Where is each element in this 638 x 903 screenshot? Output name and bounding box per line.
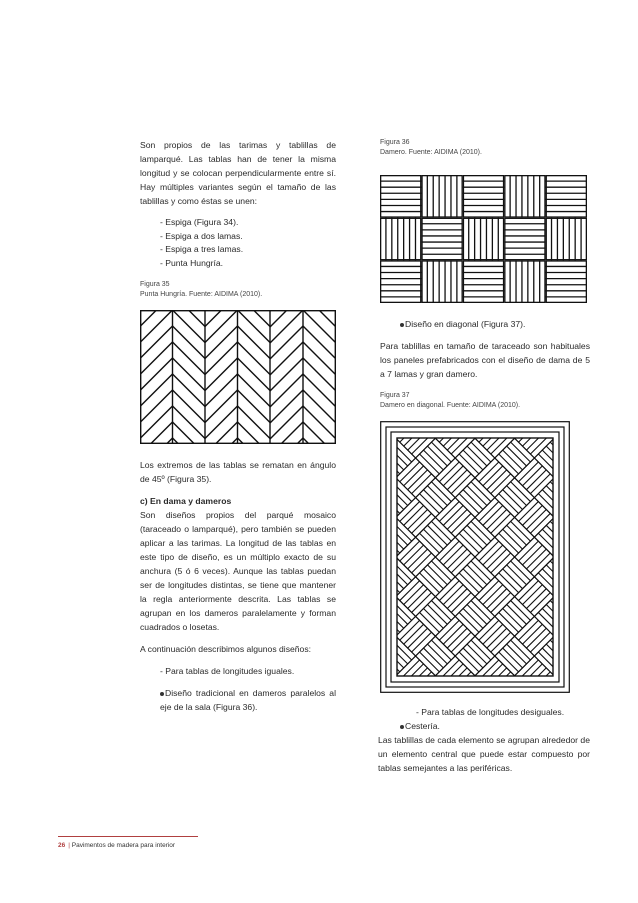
section-title: c) En dama y dameros [140, 496, 232, 506]
variants-list [140, 216, 336, 270]
figure-35-label: Figura 35 [140, 281, 170, 288]
unequal-lengths-item: - Para tablas de longitudes desiguales. [416, 707, 565, 717]
traditional-item: Diseño tradicional en dameros paralelos al eje de la sala (Figura 36). [160, 688, 336, 712]
left-column [140, 138, 336, 714]
footer-rule [58, 836, 198, 837]
bullet-icon [160, 692, 164, 696]
page-footer: 26 | Pavimentos de madera para interior [58, 836, 198, 851]
variant-item: - Punta Hungría. [160, 257, 224, 268]
figure-36-checkerboard [380, 175, 587, 303]
section-paragraph: Son diseños propios del parqué mosaico (taraceado o lamparqué), pero también se pueden aplicar a las tarimas. La longitud de las tablas en este tipo de diseño, es un múltiplo exacto de su anchura (5 ó 6 veces). Aunque las tablas puedan ser de longitudes distintas, se tiene que mantener la regla anteriormente descrita. Las tablas se agrupan en los dameros paralelamente y forman cuadrados o losetas. [140, 510, 336, 632]
figure-37-diagonal-checkerboard [380, 421, 570, 693]
intro-paragraph: Son propios de las tarimas y tablillas de lamparqué. Las tablas han de tener la misma longitud y se colocan perpendicularmente entre sí. Hay múltiples variantes según el tamaño de las tablillas y como éstas se unen: [140, 140, 336, 206]
right-column [380, 138, 590, 775]
figure-35-herringbone [140, 310, 336, 444]
page-number: 26 [58, 842, 66, 849]
bullet-icon [400, 725, 404, 729]
figure-37-label: Figura 37 [380, 392, 410, 399]
variant-item: - Espiga a tres lamas. [160, 244, 244, 254]
diagonal-paragraph: Para tablillas en tamaño de taraceado son habituales los paneles prefabricados con el diseño de dama de 5 a 7 lamas y gran damero. [380, 341, 590, 379]
variant-item: - Espiga (Figura 34). [160, 217, 239, 227]
equal-lengths-item: - Para tablas de longitudes iguales. [160, 666, 295, 676]
cesteria-paragraph: Las tablillas de cada elemento se agrupan alrededor de un elemento central que puede estar compuesto por tablas semejantes a las periféricas. [378, 735, 590, 773]
footer-title: Pavimentos de madera para interior [71, 842, 176, 849]
ends-paragraph: Los extremos de las tablas se rematan en ángulo de 45º (Figura 35). [140, 460, 336, 484]
designs-intro: A continuación describimos algunos diseños: [140, 644, 312, 654]
bullet-icon [400, 323, 404, 327]
figure-37-caption: Damero en diagonal. Fuente: AIDIMA (2010). [380, 402, 521, 409]
variant-item: - Espiga a dos lamas. [160, 230, 243, 241]
figure-36-caption: Damero. Fuente: AIDIMA (2010). [380, 149, 482, 156]
figure-35-caption: Punta Hungría. Fuente: AIDIMA (2010). [140, 291, 263, 298]
cesteria-item: Cestería. [380, 719, 590, 733]
figure-36-label: Figura 36 [380, 139, 410, 146]
diagonal-item: Diseño en diagonal (Figura 37). [380, 317, 590, 331]
